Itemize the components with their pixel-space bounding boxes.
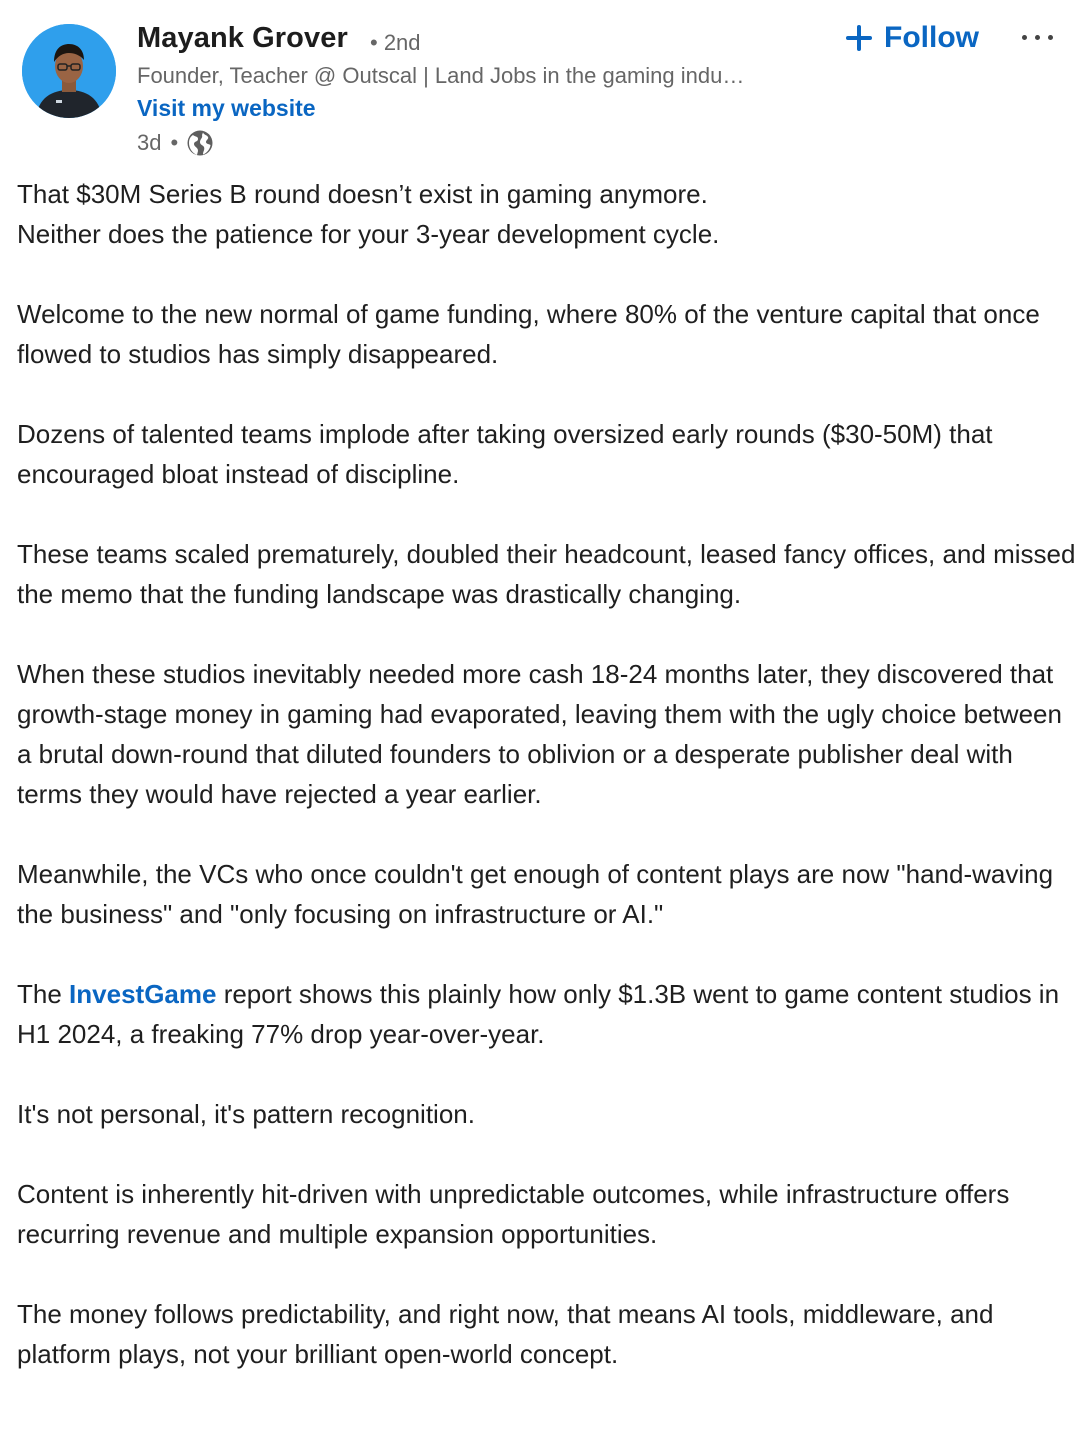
post-paragraph: Dozens of talented teams implode after taking oversized early rounds ($30-50M) that encouraged bloat instead of discipline. xyxy=(17,419,993,489)
investgame-mention-link[interactable]: InvestGame xyxy=(69,979,217,1009)
ellipsis-dot-icon xyxy=(1022,35,1027,40)
post-paragraph: When these studios inevitably needed more cash 18-24 months later, they discovered that growth-stage money in gaming had evaporated, leaving them with the ugly choice between a brutal down-round that diluted founders to oblivion or a desperate publisher deal with terms they would have rejected a year earlier. xyxy=(17,659,1062,809)
author-headline: Founder, Teacher @ Outscal | Land Jobs in the gaming indu… xyxy=(137,63,745,88)
post-paragraph: These teams scaled prematurely, doubled their headcount, leased fancy offices, and missed the memo that the funding landscape was drastically changing. xyxy=(17,539,1076,609)
author-name[interactable]: Mayank Grover xyxy=(137,22,348,54)
ellipsis-dot-icon xyxy=(1035,35,1040,40)
post-meta xyxy=(137,128,214,158)
post-paragraph-with-mention xyxy=(17,974,1077,1054)
post-header xyxy=(0,0,1088,170)
visit-website-link[interactable]: Visit my website xyxy=(137,95,316,121)
globe-icon xyxy=(186,129,214,157)
post-paragraph: That $30M Series B round doesn’t exist in gaming anymore. xyxy=(17,179,708,209)
post-paragraph: Welcome to the new normal of game funding, where 80% of the venture capital that once flowed to studios has simply disappeared. xyxy=(17,299,1040,369)
more-options-button[interactable] xyxy=(1018,22,1058,52)
post-paragraph: Neither does the patience for your 3-year development cycle. xyxy=(17,219,720,249)
paragraph-text: The xyxy=(17,979,62,1009)
follow-button[interactable] xyxy=(846,18,979,58)
avatar-photo-icon xyxy=(22,24,116,118)
author-avatar[interactable] xyxy=(22,24,116,118)
plus-icon xyxy=(846,25,872,51)
post-time: 3d xyxy=(137,130,162,155)
paragraph-text: report shows this plainly how only $1.3B went to game content studios in H1 2024, a freaking 77% drop year-over-year. xyxy=(17,979,1060,1049)
post-paragraph: The money follows predictability, and right now, that means AI tools, middleware, and platform plays, not your brilliant open-world concept. xyxy=(17,1299,994,1369)
post-paragraph: It's not personal, it's pattern recognition. xyxy=(17,1099,475,1129)
meta-separator: • xyxy=(170,130,179,155)
post-paragraph: Content is inherently hit-driven with unpredictable outcomes, while infrastructure offers recurring revenue and multiple expansion opportunities. xyxy=(17,1179,1010,1249)
follow-label: Follow xyxy=(884,21,979,54)
ellipsis-dot-icon xyxy=(1048,35,1053,40)
connection-degree: • 2nd xyxy=(370,30,421,55)
post-paragraph: Meanwhile, the VCs who once couldn't get enough of content plays are now "hand-waving the business" and "only focusing on infrastructure or AI." xyxy=(17,859,1054,929)
post-text xyxy=(17,174,1077,1414)
